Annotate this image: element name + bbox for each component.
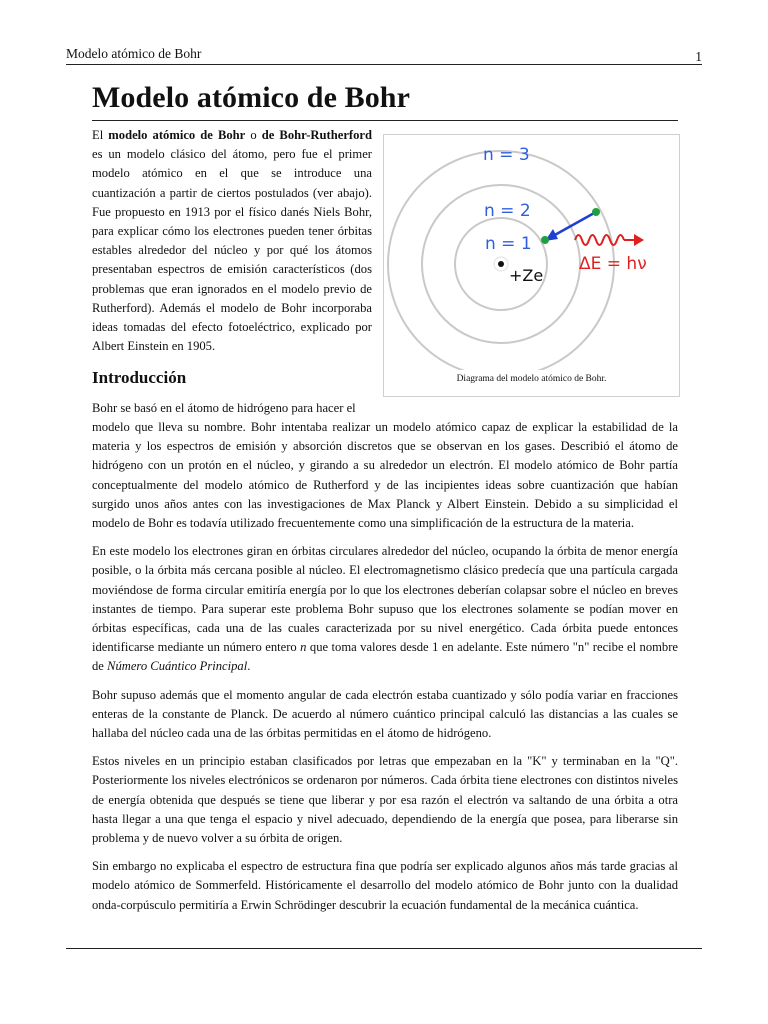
electron-start — [592, 208, 600, 216]
paragraph-2 — [92, 542, 678, 676]
page-number: 1 — [695, 49, 702, 64]
running-header-title: Modelo atómico de Bohr — [66, 46, 202, 61]
paragraph-2-text-c: . — [247, 659, 251, 674]
bohr-diagram-figure — [383, 134, 680, 397]
electron-end — [541, 236, 549, 244]
label-n1: n = 1 — [485, 234, 532, 254]
label-nucleus-charge: +Ze — [509, 266, 544, 285]
paragraph-1: modelo que lleva su nombre. Bohr intentaba realizar un modelo atómico capaz de explicar la estabilidad de la materia y los espectros de emisión y absorción discretos que se observan en los gases. Describió el átomo de hidrógeno con un protón en el núcleo, y girando a su alrededor un electrón. El modelo atómico de Bohr partía conceptualmente del modelo atómico de Rutherford y de las incipientes ideas sobre cuantización que habían surgido unos años antes con las investigaciones de Max Planck y Albert Einstein. Debido a su simplicidad el modelo de Bohr es todavía utilizado frecuentemente como una simplificación de la estructura de la materia. — [92, 420, 678, 531]
nucleus — [498, 261, 504, 267]
intro-bold-1: modelo atómico de Bohr — [108, 128, 246, 142]
body-text — [92, 418, 678, 924]
section-heading-introduccion: Introducción — [92, 368, 187, 387]
paragraph-2-term: Número Cuántico Principal — [107, 659, 248, 674]
paragraph-5: Sin embargo no explicaba el espectro de estructura fina que podría ser explicado algunos años más tarde gracias al modelo atómico de Sommerfeld. Históricamente el desarrollo del modelo atómico de Bohr junto con la dualidad onda-corpúsculo permitiría a Erwin Schrödinger descubrir la ecuación fundamental de la mecánica cuántica. — [92, 859, 678, 912]
intro-bold-2: de Bohr-Rutherford — [261, 128, 372, 142]
paragraph-2-text-a: En este modelo los electrones giran en órbitas circulares alrededor del núcleo, ocupando la órbita de menor energía posible, o la órbita más cercana posible al núcleo. El electromagnetismo clásico predecía que una partícula cargada moviéndose de forma circular emitiría energía por lo que los electrones deberían colapsar sobre el núcleo en breves instantes de tiempo. Para superar este problema Bohr supuso que los electrones solamente se podían mover en órbitas específicas, cada una de las cuales caracterizada por su nivel energético. Cada órbita puede entonces identificarse mediante un número entero — [92, 544, 678, 655]
paragraph-3: Bohr supuso además que el momento angular de cada electrón estaba cuantizado y sólo podía variar en fracciones enteras de la constante de Planck. De acuerdo al número cuántico principal calculó las distancias a las cuales se hallaba del núcleo cada una de las órbitas permitidas en el átomo de hidrógeno. — [92, 687, 678, 741]
paragraph-2-variable: n — [300, 640, 307, 655]
intro-text-2: o — [245, 128, 262, 142]
paragraph-4: Estos niveles en un principio estaban clasificados por letras que empezaban en la "K" y terminaban en la "Q". Posteriormente los niveles electrónicos se ordenaron por números. Cada órbita tiene electrones con distintos niveles de energía obtenida que después se tiene que liberar y por esa razón el electrón va saltando de una órbita a otra hasta llegar a una que tenga el espacio y nivel adecuado, dependiendo de la energía que posea, para liberarse sin problema y de nuevo volver a su órbita de origen. — [92, 754, 678, 846]
figure-caption: Diagrama del modelo atómico de Bohr. — [456, 374, 607, 384]
intro-text-3: es un modelo clásico del átomo, pero fue el primer modelo atómico en el que se introduce una cuantización a partir de ciertos postulados (ver abajo). Fue propuesto en 1913 por el físico danés Niels Bohr, para explicar cómo los electrones pueden tener órbitas estables alrededor del núcleo y por qué los átomos presentaban espectros de emisión característicos (dos problemas que eran ignorados en el modelo previo de Rutherford). Además el modelo de Bohr incorporaba ideas tomadas del efecto fotoeléctrico, explicado por Albert Einstein en 1905. — [92, 147, 372, 354]
footer-rule — [66, 948, 702, 949]
running-header — [66, 44, 702, 65]
label-n2: n = 2 — [484, 201, 531, 221]
intro-text-1: El — [92, 128, 109, 142]
paragraph-1-first-line: Bohr se basó en el átomo de hidrógeno para hacer el — [92, 401, 356, 415]
intro-paragraph — [92, 126, 372, 356]
energy-label: ΔE = hν — [579, 254, 647, 274]
bohr-diagram — [387, 138, 676, 370]
photon-wave — [575, 235, 624, 245]
photon-arrowhead — [634, 234, 644, 246]
paragraph-2-text-b: que toma valores desde 1 en adelante. Este número "n" recibe el nombre de — [92, 640, 678, 674]
document-title: Modelo atómico de Bohr — [92, 80, 678, 121]
label-n3: n = 3 — [483, 145, 530, 165]
electron-jump-arrow — [553, 212, 596, 236]
